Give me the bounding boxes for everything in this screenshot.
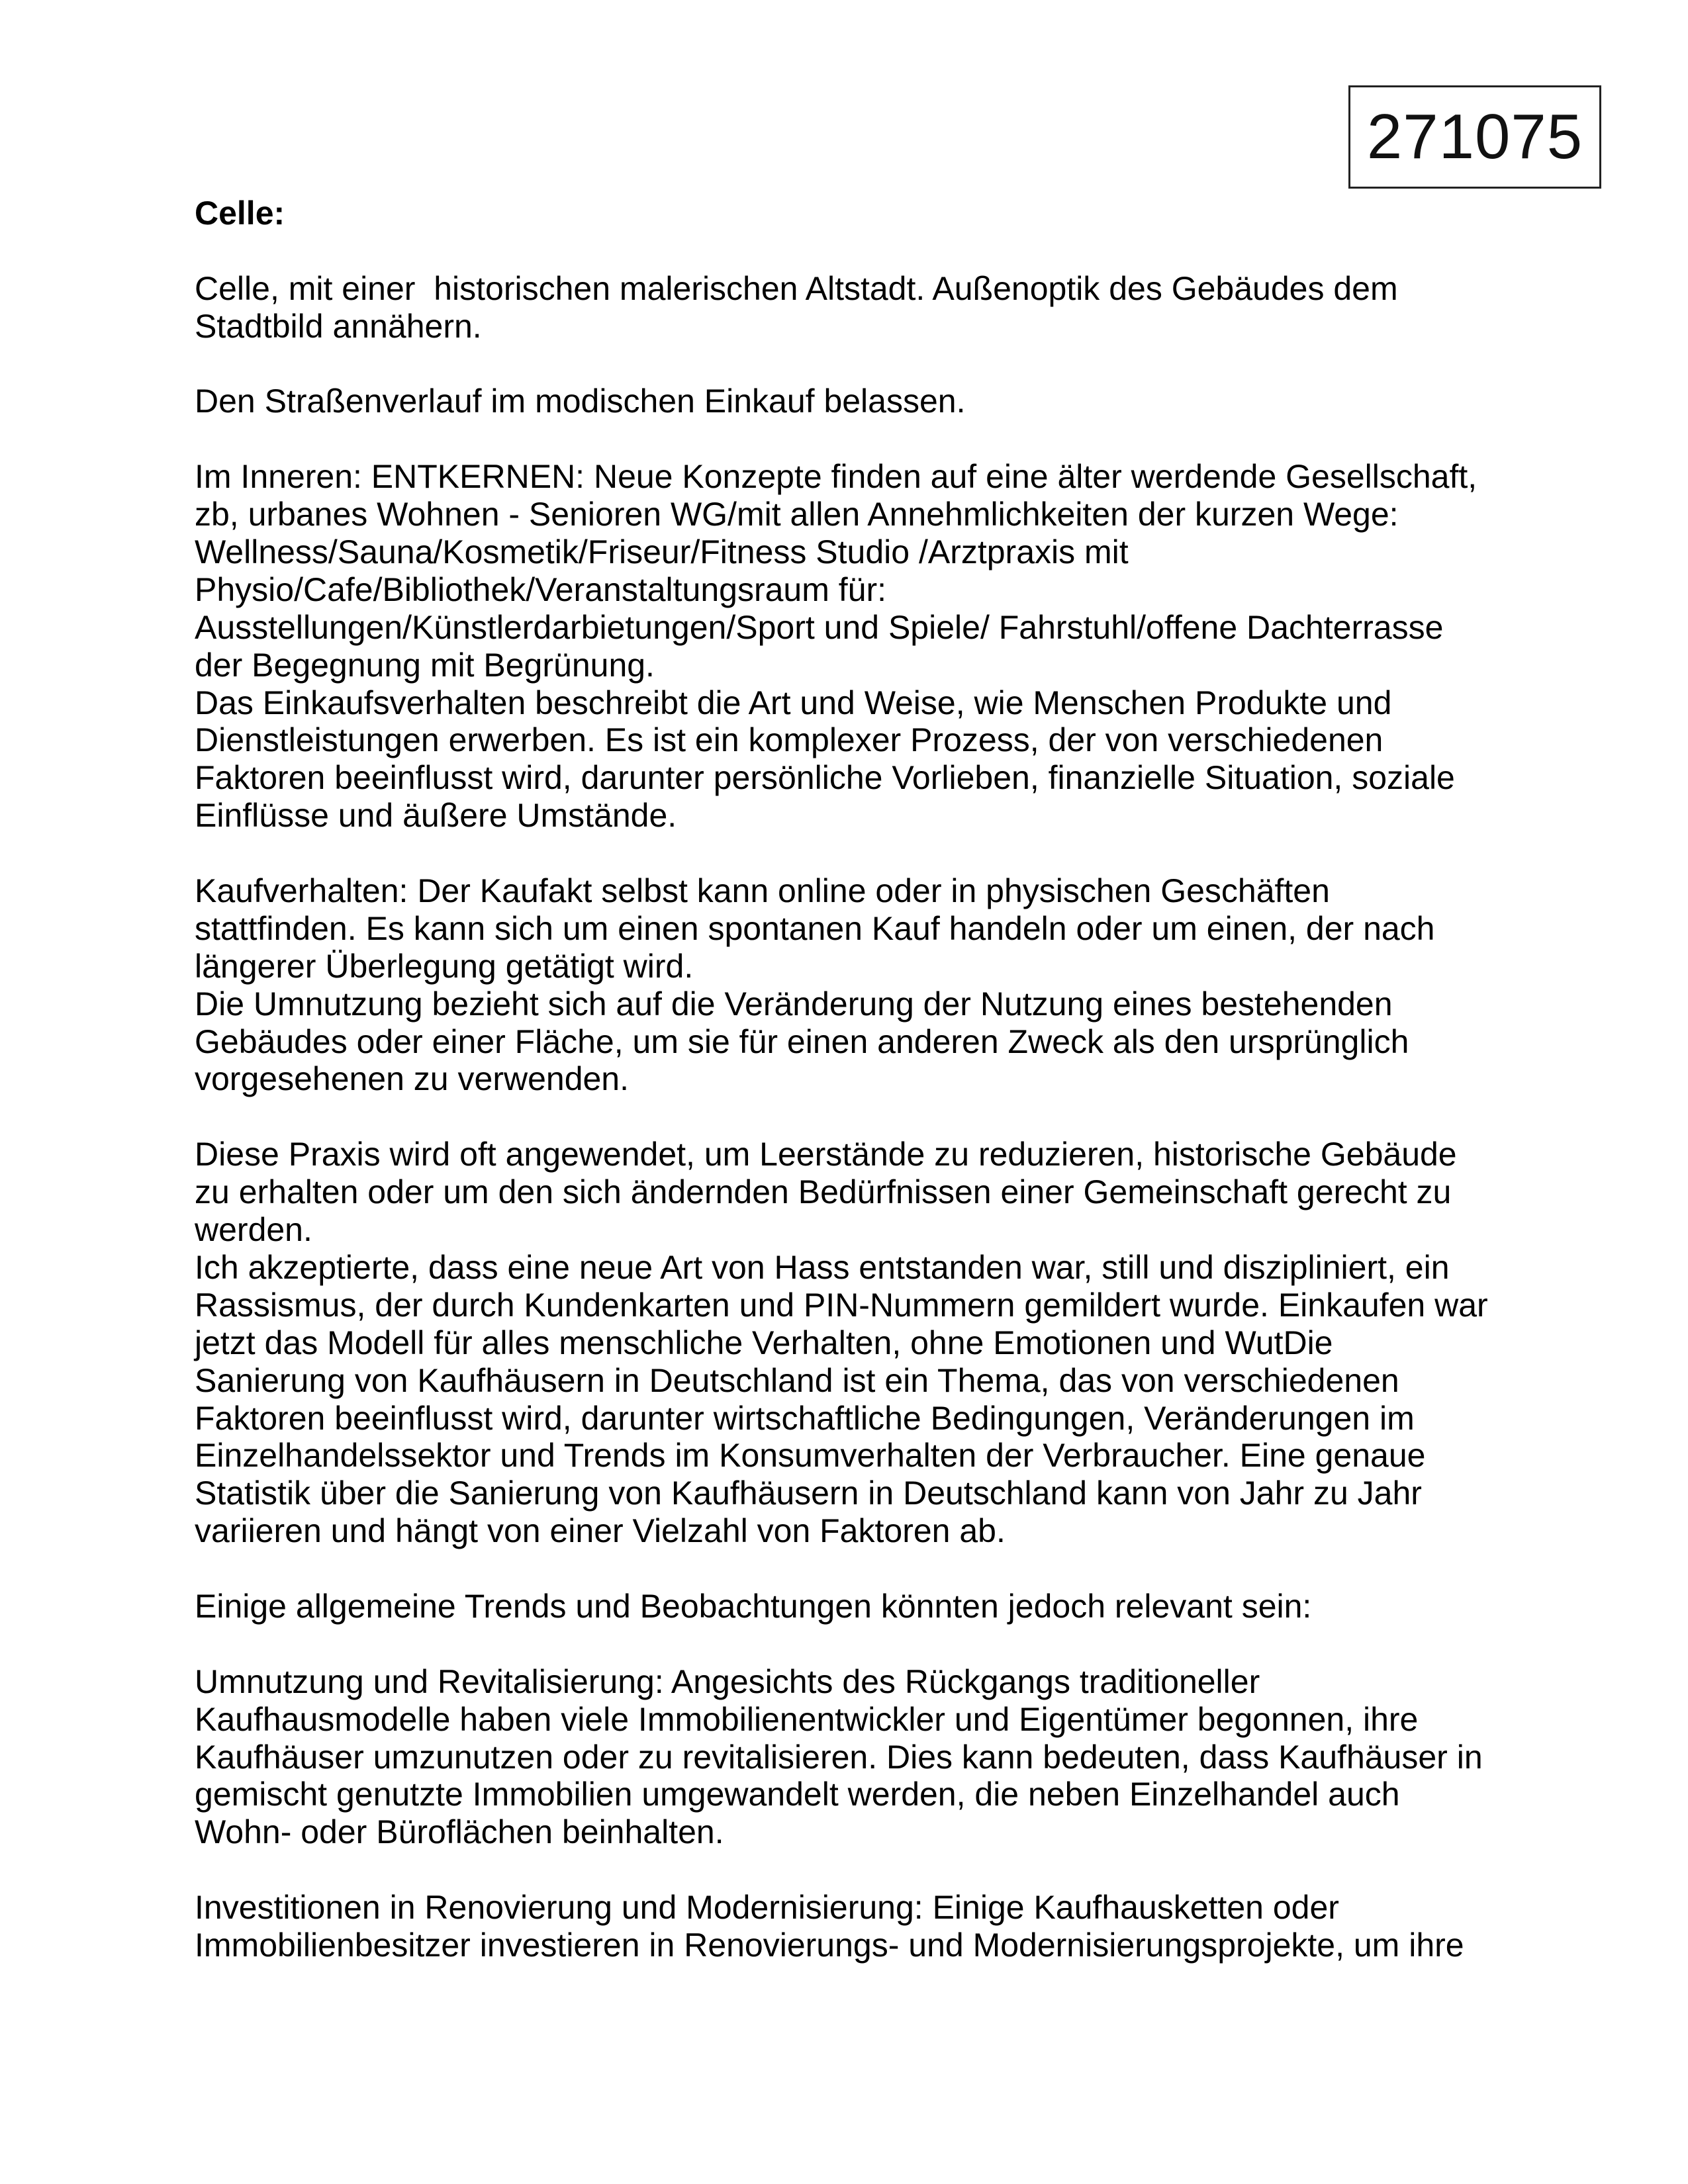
text-line: Dienstleistungen erwerben. Es ist ein komplexer Prozess, der von verschiedenen xyxy=(195,721,1383,759)
text-block xyxy=(195,1136,1651,1550)
text-line: Kaufverhalten: Der Kaufakt selbst kann online oder in physischen Geschäften xyxy=(195,872,1330,910)
text-block xyxy=(195,383,1651,420)
text-line: Physio/Cafe/Bibliothek/Veranstaltungsraum für: xyxy=(195,570,886,608)
text-line: vorgesehenen zu verwenden. xyxy=(195,1060,630,1098)
text-block xyxy=(195,458,1651,835)
text-line: Umnutzung und Revitalisierung: Angesichts des Rückgangs traditioneller xyxy=(195,1662,1260,1700)
text-line: Celle, mit einer historischen malerischen Altstadt. Außenoptik des Gebäudes dem xyxy=(195,269,1398,307)
text-block xyxy=(195,1588,1651,1625)
text-line: Sanierung von Kaufhäusern in Deutschland ist ein Thema, das von verschiedenen xyxy=(195,1361,1399,1399)
text-line: zb, urbanes Wohnen - Senioren WG/mit allen Annehmlichkeiten der kurzen Wege: xyxy=(195,496,1399,533)
document-heading: Celle: xyxy=(195,195,285,232)
text-line: jetzt das Modell für alles menschliche Verhalten, ohne Emotionen und WutDie xyxy=(195,1324,1333,1361)
document-id-number: 271075 xyxy=(1366,101,1583,172)
text-line: variieren und hängt von einer Vielzahl von Faktoren ab. xyxy=(195,1512,1006,1550)
text-block xyxy=(195,1889,1651,1964)
text-line: der Begegnung mit Begrünung. xyxy=(195,646,655,684)
document-id-box xyxy=(1348,85,1601,189)
text-line: Faktoren beeinflusst wird, darunter persönliche Vorlieben, finanzielle Situation, soziale xyxy=(195,759,1455,797)
text-line: Gebäudes oder einer Fläche, um sie für einen anderen Zweck als den ursprünglich xyxy=(195,1023,1409,1060)
text-line: Kaufhäuser umzunutzen oder zu revitalisieren. Dies kann bedeuten, dass Kaufhäuser in xyxy=(195,1738,1483,1776)
text-line: Stadtbild annähern. xyxy=(195,307,482,345)
text-line: Einflüsse und äußere Umstände. xyxy=(195,797,677,835)
text-line: stattfinden. Es kann sich um einen spontanen Kauf handeln oder um einen, der nach xyxy=(195,909,1435,947)
text-line: zu erhalten oder um den sich ändernden Bedürfnissen einer Gemeinschaft gerecht zu xyxy=(195,1173,1452,1211)
text-line: Faktoren beeinflusst wird, darunter wirtschaftliche Bedingungen, Veränderungen im xyxy=(195,1399,1415,1437)
text-line: gemischt genutzte Immobilien umgewandelt werden, die neben Einzelhandel auch xyxy=(195,1776,1400,1813)
text-line: Wellness/Sauna/Kosmetik/Friseur/Fitness Studio /Arztpraxis mit xyxy=(195,533,1129,571)
text-block xyxy=(195,872,1651,1098)
text-line: Einige allgemeine Trends und Beobachtungen könnten jedoch relevant sein: xyxy=(195,1587,1312,1625)
text-line: Den Straßenverlauf im modischen Einkauf belassen. xyxy=(195,383,966,420)
text-line: Ich akzeptierte, dass eine neue Art von Hass entstanden war, still und diszipliniert, ein xyxy=(195,1248,1450,1286)
text-line: längerer Überlegung getätigt wird. xyxy=(195,947,694,985)
text-line: Rassismus, der durch Kundenkarten und PIN-Nummern gemildert wurde. Einkaufen war xyxy=(195,1286,1488,1324)
document-body xyxy=(195,195,1651,1964)
text-line: werden. xyxy=(195,1211,312,1249)
text-line: Kaufhausmodelle haben viele Immobilienentwickler und Eigentümer begonnen, ihre xyxy=(195,1700,1419,1738)
text-line: Ausstellungen/Künstlerdarbietungen/Sport und Spiele/ Fahrstuhl/offene Dachterrasse xyxy=(195,608,1444,646)
text-block xyxy=(195,270,1651,345)
text-line: Statistik über die Sanierung von Kaufhäusern in Deutschland kann von Jahr zu Jahr xyxy=(195,1475,1422,1512)
text-line: Die Umnutzung bezieht sich auf die Veränderung der Nutzung eines bestehenden xyxy=(195,985,1393,1023)
text-block xyxy=(195,1663,1651,1851)
text-line: Wohn- oder Büroflächen beinhalten. xyxy=(195,1813,724,1851)
text-line: Das Einkaufsverhalten beschreibt die Art und Weise, wie Menschen Produkte und xyxy=(195,684,1392,721)
text-line: Diese Praxis wird oft angewendet, um Leerstände zu reduzieren, historische Gebäude xyxy=(195,1136,1457,1173)
text-line: Immobilienbesitzer investieren in Renovierungs- und Modernisierungsprojekte, um ihre xyxy=(195,1926,1464,1964)
text-line: Im Inneren: ENTKERNEN: Neue Konzepte finden auf eine älter werdende Gesellschaft, xyxy=(195,458,1477,496)
text-line: Einzelhandelssektor und Trends im Konsumverhalten der Verbraucher. Eine genaue xyxy=(195,1437,1426,1475)
text-line: Investitionen in Renovierung und Modernisierung: Einige Kaufhausketten oder xyxy=(195,1889,1339,1927)
